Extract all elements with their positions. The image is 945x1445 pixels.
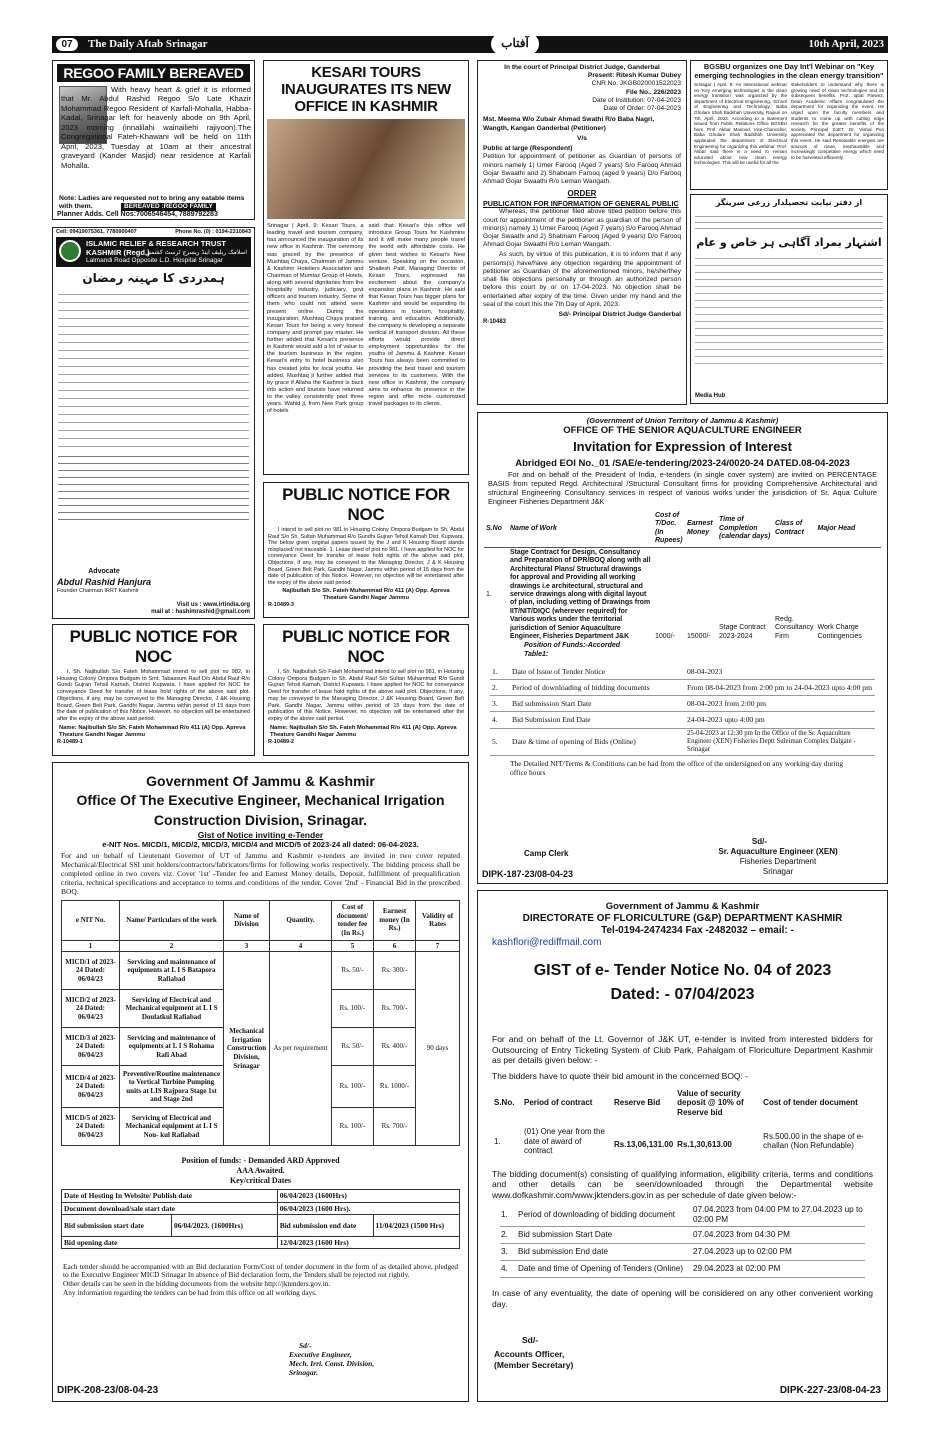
flori-sched-sno: 1.: [501, 1210, 508, 1220]
noc-notice-2: [52, 624, 255, 756]
newspaper-name: The Daily Aftab Srinagar: [88, 38, 208, 50]
noc-body-1: I intend to sell plot no 981 in Housing Colony Ompora Budgam to Sh. Abdul Rauf S/o Sh. Sultan Muhammad R/o Gundhi Gujran Tehsil Karnah Dist. Kupwara. The below given original papers issued by the J and K Housing Board stands misplaced/ not traceable. 1. Lease deed of plot no 981. I have applied for NOC for conveyance Deed for transfer of lease hold rights of the above said plot. Objections, if any, may be conveyed to the Managing Director, J & K Housing Board, Green Belt Park, Gandhi Nagar, Jammu within period of 15 days from the date of publication of this Notice. However, no objection will be entertained after the expiry of the above said period.: [268, 527, 464, 586]
flori-row-period: (01) One year from the date of award of contract: [524, 1126, 605, 1156]
noc-title-3: PUBLIC NOTICE FOR NOC: [282, 627, 450, 666]
eoi-date-label: Date & time of opening of Bids (Online): [512, 737, 636, 747]
mic-foot-3: Any information regarding the tenders can be had from this office on all working days.: [63, 1288, 317, 1298]
court-order-title: ORDER: [567, 189, 597, 199]
eoi-col-time: Time of Completion (calendar days): [719, 515, 771, 541]
eoi-date-sno: 5.: [492, 737, 498, 747]
court-body-1: Whereas, the petitioner filed above titled petition before this court for appointment of the petitioner as guardian of the person of minor(s) namely 1) Umer Farooq (Aged 7 years) S/o Farooq Ahmad Gojar Swaathi and 2) Shabnam Farooq (Aged 9 years) D/o Farooq Ahmad Gojar Swaathi R/o Leman Wangath.: [483, 208, 681, 249]
table-row: [484, 547, 881, 642]
mic-key-dates: Key/critical Dates: [229, 1175, 292, 1185]
trust-logo: [59, 240, 81, 262]
flori-quote: The bidders have to quote their bid amount in the concerned BOQ: -: [492, 1071, 749, 1082]
flori-col-security: Value of security deposit @ 10% of Reserve bid: [677, 1088, 744, 1118]
urdu-notice-office: از دفتر نیابت تحصیلدار زرعی سرینگر: [715, 198, 863, 207]
flori-sign-2: (Member Secretary): [494, 1359, 574, 1370]
eoi-date-label: Date of Issue of Tender Notice: [512, 666, 606, 676]
mic-row-nit: MICD/5 of 2023-24 Dated: 06/04/23: [62, 1108, 120, 1146]
bgsbu-column-1: Srinagar | April, 9: An international webinar on 'Key emerging technologies in the clean energy transition' was organized by the department of Electrical Engineering, School of Engineering and Technology, Baba Ghulam Shah Badshah University, Rajouri on 7th, April, 2023. According to a statement issued from Public Relations Office BGSBU here, Prof. Akbar Masood, Vice-Chancellor, Baba Ghulam Shah Badshah University applauded the department of Electrical Engineering for organizing this webinar. Prof. Akbar said there is a need to remain educated about new clean energy technologies. This will be useful for all the: [694, 82, 787, 166]
flori-sched-label: Bid submission Start Date: [518, 1230, 613, 1240]
eoi-date-sno: 1.: [492, 666, 498, 676]
flori-dated: Dated: - 07/04/2023: [610, 985, 755, 1003]
eoi-title: Invitation for Expression of Interest: [573, 438, 792, 454]
trust-email: mail at : hashimrashid@gmail.com: [151, 609, 250, 616]
mic-gov: Government Of Jammu & Kashmir: [146, 773, 375, 789]
court-heading: In the court of Principal District Judge, Ganderbal: [504, 64, 660, 71]
mic-date-label: Bid submission start date: [62, 1214, 172, 1236]
noc-title-2: PUBLIC NOTICE FOR NOC: [69, 627, 238, 666]
eoi-number: Abridged EOI No._01 /SAE/e-tendering/2023-24/0020-24 DATED.08-04-2023: [515, 457, 850, 469]
noc-sign-1: Najibullah S/o Sh. Fateh Muhammad R/o 411 (A) Opp. Apreva Theature Gandhi Nagar Jammu: [282, 588, 450, 602]
mic-row-nit: MICD/2 of 2023-24 Dated: 06/04/23: [62, 990, 120, 1028]
table-row: [62, 1202, 460, 1214]
mic-row-nit: MICD/4 of 2023-24 Dated: 06/04/23: [62, 1066, 120, 1108]
flori-sched-label: Period of downloading of bidding document: [518, 1210, 676, 1220]
noc-notice-1: [263, 482, 469, 618]
flori-sched-sno: 2.: [501, 1230, 508, 1240]
eoi-row-cost: 1000/-: [655, 632, 675, 640]
eoi-row-em: 15000/-: [687, 632, 711, 640]
eoi-date-value: 08-04-2023 from 2:00 pm: [687, 699, 767, 709]
table-row: [62, 1236, 460, 1248]
mic-row-cost: Rs. 50/-: [332, 1028, 374, 1066]
trust-address: Lalmandi Road Opposite L.D. Hospital Srinagar: [86, 256, 223, 264]
mic-sign-1: Executive Engineer,: [289, 1350, 352, 1360]
flori-gist: GIST of e- Tender Notice No. 04 of 2023: [533, 962, 832, 980]
table-row: [490, 664, 875, 680]
noc-sign-3: Name: Najibullah S/o Sh. Fateh Mohammad R/o 411 (A) Opp. Apreva Theature Gandhi Nagar Jammu: [270, 724, 457, 738]
eoi-ref: DIPK-187-23/08-04-23: [482, 869, 574, 880]
mic-row-em: Rs. 300/-: [374, 952, 416, 990]
noc-title-1: PUBLIC NOTICE FOR NOC: [282, 485, 450, 524]
table-row: [500, 1261, 865, 1278]
mic-date-value: 06/04/2023 (1600Hrs): [277, 1190, 459, 1202]
mic-sign-2: Mech. Irri. Const. Division,: [289, 1359, 375, 1369]
islamic-relief-ad: [52, 227, 255, 619]
eoi-note: The Detailed NIT/Terms & Conditions can be had from the office of the undersigned on any working day during office hours: [510, 759, 844, 778]
table-row: [62, 1190, 460, 1202]
table-row: [62, 1214, 460, 1236]
eoi-row-work: Stage Contract for Design, Consultancy and Preparation of DPR/BOQ along with all Architectural Plans/ Structural drawings for approval and Providing all working drawings i.e architectural, structural and service drawings along with digital layout of plan, including vetting of Drawings from IIT/NIT/DIQC (wherever required) for Various works under the territorial jurisdiction of Senior Aquaculture Engineer, Fisheries Department J&K: [510, 548, 651, 641]
court-present: Present: Ritesh Kumar Dubey: [587, 72, 681, 80]
trust-sign-name: Abdul Rashid Hanjura: [57, 576, 152, 587]
mic-row-work: Servicing of Electrical and Mechanical equipment at L I S Nou- kul Rafiabad: [120, 1108, 224, 1146]
mic-date-value: 12/04/2023 (1600 Hrs): [277, 1236, 459, 1248]
court-petition: Petition for appointment of petitioner as Guardian of persons of minors namely 1) Umer Farooq (Aged 7 years) S/o Farooq Ahmad Gojar Swaathi and 2) Shabnam Farooq (aged 9 years) D/o Farooq Ahmad Gojar Swaathi R/o Leman Wangath.: [483, 153, 681, 186]
mic-row-em: Rs. 700/-: [374, 1108, 416, 1146]
obituary-contact: Planner Adds. Cell Nos:7006546454, 7889792283: [57, 211, 218, 218]
court-date-institution: Date of Institution: 07-04-2023: [592, 96, 681, 104]
eoi-col-sno: S.No: [486, 524, 502, 532]
flori-docs: The bidding document(s) consisting of qualifying information, eligibility criteria, terms and conditions and other details can be seen/downloaded through the Departmental website www.dofkashmir.com/www.jktenders.gov.in as per schedule of date given below:-: [492, 1169, 873, 1200]
kesari-inauguration-photo: [267, 119, 465, 219]
flori-row-reserve: Rs.13,06,131.00: [614, 1139, 674, 1149]
eoi-sign-3: Srinagar: [762, 866, 794, 876]
eoi-date-sno: 3.: [492, 699, 498, 709]
court-body-2: As such, by virtue of this publication, it is to inform that if any persons(s) have/have any objection regarding the appointment of petitioner as Guardian of the aforementioned minors, he/she/they shall file objections personally or through an authorized person before this court by or on 17-04-2023. No objection shall be entertained after expiry of the time. Given under my hand and the seal of the court this the 7th Day of April, 2023.: [483, 251, 681, 308]
eoi-date-value: 24-04-2023 upto 4:00 pm: [687, 715, 765, 725]
bank-account-list: [58, 451, 249, 521]
masthead-bar: [52, 36, 888, 53]
eoi-date-value: 25-04-2023 at 12:30 pm In the Office of the Sr. Aquaculture Engineer (XEN) Fisheries Deptt Suleiman Complex Dalgate -Srinagar: [687, 729, 856, 754]
court-date-order: Date of Order: 07-04-2023: [603, 105, 681, 113]
eoi-col-em: Earnest Money: [687, 520, 713, 536]
table-row: [500, 1244, 865, 1261]
flori-schedule-table: [500, 1204, 865, 1278]
mic-colnum: 5: [332, 940, 374, 952]
noc-sign-2: Name: Najibullah S/o Sh. Fateh Mohammad R/o 411 (A) Opp. Apreva Theature Gandhi Nagar Jammu: [59, 724, 246, 738]
mic-row-work: Servicing of Electrical and Mechanical equipment at L I S Doulatkul Rafiabad: [120, 990, 224, 1028]
flori-bid-table: [492, 1088, 873, 1158]
noc-ref-1: R-10489-3: [268, 602, 294, 609]
flori-sched-value: 27.04.2023 up to 02:00 PM: [693, 1247, 792, 1257]
eoi-intro: For and on behalf of the President of India, e-tenders (in single cover system) are invited on PERCENTAGE BASIS from reputed Regd. Architectural /Structural Consultant firms for providing Comprehensive Architectural and structural Engineering Consultancy services in respect of various works under the jurisdiction of Sr. Aqua Culture Engineer Fisheries Department J&K: [488, 470, 877, 506]
flori-row-cost: Rs.500.00 in the shape of e-challan (Non Refundable): [763, 1131, 864, 1151]
mic-colnum: 4: [270, 940, 332, 952]
eoi-date-label: Bid Submission End Date: [512, 715, 591, 725]
eoi-date-label: Period of downloading of bidding documents: [512, 682, 650, 692]
trust-sign-role: Founder Chairman IRRT Kashmir: [57, 587, 139, 594]
noc-body-3: I, Sh. Najibullah S/o Fateh Mohammad intend to sell plot no 981, in Housing Colony Ompora Budgam to Sh. Abdul Rauf S/o Sultan Muhammad R/o Gundi Gujran Tehsil Karnah, District Kupwara. I have applied for NOC for conveyance Deed for transfer of lease hold rights of the above said plot. Objections, if any, may be conveyed to the Managing Director, J &K Housing Board, Green Belt Park, Gandhi Nagar, Jammu within period of 15 days from the date of publication of this Notice. However, no objection will be entertained after the expiry of the above said period.: [268, 669, 464, 722]
kesari-column-1: Srinagar | April, 9: Kesari Tours, a leading travel and tourism company, has announced the inauguration of its new office in Kashmir. The ceremony was graced by the presence of Mushtaq Chaya, Chairman of Jammu & Kashmir Hoteliers Association and Chairman of Mumtaz Group of Hotels, along with several dignitaries from the hospitality industry, judiciary, govt officers and tourism industry. Some of them who could not attend were present online. During the inauguration, Mushtaq Chaya praised Kesari Tours for being a very honest company and prompt pay master. He further added that Kesari's presence in Kashmir would add a lot of value to the tourism business in the region. Kesari's entry to hotel business also has created jobs for local youths. He added, Mushtaq ji further added that by grace if Allaha the Kashmir is back into action and tourists have returned to the valley consistently past three years. Wahid ji, from New Park group of hotels: [267, 223, 364, 415]
mechanical-irrigation-tender: [52, 762, 469, 1402]
flori-sched-value: 29.04.2023 at 02:00 PM: [693, 1264, 781, 1274]
aquaculture-eoi-notice: [477, 412, 888, 884]
obituary-ad: [52, 60, 255, 220]
urdu-government-notice: [690, 194, 888, 404]
court-petitioner: Mst. Meema W/o Zubair Ahmad Swathi R/o Baba Nagri, Wangth, Kangan Ganderbal (Petitioner): [483, 116, 655, 132]
mic-col-qty: Quantity.: [270, 900, 332, 940]
mic-row-em: Rs. 400/-: [374, 1028, 416, 1066]
obituary-tag: BEREAVED :REGOO FAMILY: [121, 203, 216, 211]
table-row: [490, 712, 875, 728]
table-row: [500, 1227, 865, 1244]
flori-eventuality: In case of any eventuality, the date of opening will be considered on any other convenient working day.: [492, 1288, 873, 1309]
mic-ref: DIPK-208-23/08-04-23: [57, 1384, 159, 1396]
eoi-table1: Table1:: [524, 651, 549, 659]
court-publication-title: PUBLICATION FOR INFORMATION OF GENERAL PUBLIC: [483, 199, 679, 209]
mic-col-validity: Validity of Rates: [416, 900, 460, 940]
eoi-camp-clerk: Camp Clerk: [524, 849, 569, 858]
flori-sched-label: Bid submission End date: [518, 1247, 609, 1257]
eoi-col-class: Class of Contract: [775, 520, 804, 536]
mic-row-cost: Rs. 100/-: [332, 990, 374, 1028]
mic-row-cost: Rs. 100/-: [332, 1066, 374, 1108]
trust-phone: Cell: 09419075361, 7780900407: [56, 229, 137, 235]
flori-col-cost: Cost of tender document: [763, 1098, 858, 1108]
mic-date-label: Bid opening date: [62, 1236, 278, 1248]
eoi-funds: Position of Funds:-Accorded: [524, 642, 621, 650]
noc-ref-2: R-10489-1: [57, 738, 83, 745]
mic-col-cost: Cost of document/ tender fee (In Rs.): [332, 900, 374, 940]
flori-directorate: DIRECTORATE OF FLORICULTURE (G&P) DEPARTMENT KASHMIR: [522, 912, 843, 924]
mic-sign-3: Srinagar.: [289, 1368, 318, 1378]
eoi-works-table: [484, 511, 881, 643]
urdu-notice-footer: Media Hub: [695, 392, 726, 399]
flori-email: kashflori@rediffmail.com: [492, 936, 602, 948]
obituary-note: Note: Ladies are requested not to bring any eatable items with them.: [59, 195, 245, 211]
obituary-text: With heavy heart & grief it is informed that Mr. Abdul Rashid Regoo S/o Late Khazir Mohammad Regoo Resident of Karfali-Mohalla, Habba-Kadal, Srinagar left for heavenly abode on 9th April, 2023 morning (innalilahi wainailiehi rajiyoon).The Congregational Fateh-Khawani will be held on 11th April, 2023, Tuesday at 10am at their ancestral graveyard (Kander Masjid) near residence at Karfali Mohalla.: [61, 85, 251, 170]
table-row: [490, 696, 875, 712]
eoi-col-work: Name of Work: [510, 524, 557, 532]
urdu-notice-body: [695, 252, 883, 370]
mic-date-value: 06/04/2023 (1600 Hrs).: [277, 1202, 459, 1214]
trust-appeal-title: ہمدردی کا مہینہ رمضان: [82, 270, 225, 285]
flori-col-period: Period of contract: [524, 1098, 593, 1108]
mic-dates-table: [61, 1189, 460, 1248]
table-row: [62, 952, 460, 990]
eoi-row-time: Stage Contract 2023-2024: [719, 624, 766, 640]
mic-intro: For and on behalf of Lieutenant Governor of UT of Jammu and Kashmir e-tenders are invited in two cover reputed Mechanical/Electrical SSI unit holders/contractors/fabricators/firms for following works respectively. The bidding process shall be completed online in two covers viz. Cover '1st' -Tender fee and Earnest Money details, Deposit, fulfillment of prequalification criteria, technical specifications and acceptance to terms and conditions of the tender. Cover '2nd' - Financial Bid in the prescribed BOQ.: [61, 850, 460, 896]
court-ref: R-10483: [483, 319, 507, 326]
eoi-row-sno: 1.: [486, 590, 492, 598]
trust-name-urdu: اسلامک ریلیف اینڈ ریسرچ ٹرسٹ کشمیر: [145, 248, 247, 256]
court-versus: V/s: [577, 134, 587, 142]
mic-foot-2: Other details can be seen in the bidding documents from the website http://jktenders.gov.in.: [63, 1279, 331, 1289]
mic-row-work: Preventive/Routine maintenance to Vertical Turbine Pumping units at LIS Rajpora Stage 1st and Stage 2nd: [120, 1066, 224, 1108]
bgsbu-column-2: stakeholders to understand why there is growing need of clean technologies and its subsequent benefits. Prof. Iqbal Parwez, Dean Academic Affairs congratulated the department for organizing the event. He urged upon the faculty members and students to come up with cutting edge research for the greater benefits of the society. Principal SoET, Dr. Vishal Puri appreciated the department for organizing this event. He said Renewable energies are sources of clean, inexhaustible and increasingly competitive energy which need to be harvested efficiently.: [791, 82, 884, 160]
noc-ref-3: R-10489-2: [268, 738, 294, 745]
court-respondent: Public at large (Respondent): [483, 145, 573, 153]
bgsbu-headline: BGSBU organizes one Day Int'l Webinar on "Key emerging technologies in the clean energy transition": [694, 62, 884, 80]
mic-row-cost: Rs. 100/-: [332, 1108, 374, 1146]
trust-name: ISLAMIC RELIEF & RESEARCH TRUST KASHMIR (Regd.): [86, 238, 227, 257]
mic-division: Mechanical Irrigation Construction Division, Srinagar: [224, 952, 270, 1146]
table-row: [500, 1204, 865, 1227]
table-row: [490, 679, 875, 695]
mic-colnum: 3: [224, 940, 270, 952]
trust-sign-title: Advocate: [88, 568, 120, 575]
flori-intro: For and on behalf of the Lt. Governor of J&K UT, e-tender is invited from interested bidders for Outsourcing of Entry Ticketing System of Club Park, Pahalgam of Floriculture Department Kashmir as per details given below: -: [492, 1034, 873, 1065]
flori-col-sno: S.No.: [494, 1098, 515, 1108]
flori-row-sno: 1.: [494, 1136, 501, 1146]
eoi-date-value: From 08-04-2023 from 2:00 pm to 24-04-2023 upto 4:00 pm: [687, 682, 872, 692]
mic-col-division: Name of Division: [224, 900, 270, 940]
eoi-gov: (Government of Union Territory of Jammu & Kashmir): [586, 416, 779, 425]
eoi-date-value: 08-04-2023: [687, 666, 723, 676]
flori-sched-value: 07.04.2023 from 04:00 PM to 27.04.2023 up to 02:00 PM: [693, 1205, 863, 1225]
floriculture-tender: [477, 890, 888, 1402]
mic-row-work: Servicing and maintenance of equipments at L I S Rohama Rafi Abad: [120, 1028, 224, 1066]
court-cnr: CNR No. JKGB020001522023: [591, 80, 681, 88]
eoi-row-head: Work Charge Contingencies: [817, 624, 862, 640]
issue-date: 10th April, 2023: [808, 38, 884, 50]
mic-works-table: [61, 900, 460, 1147]
mic-row-em: Rs. 1000/-: [374, 1066, 416, 1108]
mic-colnum: 6: [374, 940, 416, 952]
flori-contact: Tel-0194-2474234 Fax -2482032 – email: -: [601, 924, 794, 936]
mic-date-label: Document download/sale start date: [62, 1202, 278, 1214]
urdu-notice-preamble: [695, 211, 883, 233]
flori-gov: Government of Jammu & Kashmir: [605, 901, 760, 912]
flori-row-security: Rs.1,30,613.00: [677, 1139, 732, 1149]
mic-row-nit: MICD/3 of 2023-24 Dated: 06/04/23: [62, 1028, 120, 1066]
mic-date-label: Date of Hosting In Website/ Publish date: [62, 1190, 278, 1202]
table-row: [490, 728, 875, 756]
mic-aaa: AAA Awaited.: [236, 1165, 285, 1175]
mic-col-nit: e NIT No.: [62, 900, 120, 940]
mic-sd: Sd/-: [299, 1341, 312, 1350]
eoi-date-label: Bid submission Start Date: [512, 699, 592, 709]
flori-col-reserve: Reserve Bid: [614, 1098, 661, 1108]
mic-office: Office Of The Executive Engineer, Mechanical Irrigation Construction Division, Srinagar.: [76, 792, 445, 829]
eoi-sign-2: Fisheries Department: [739, 856, 817, 866]
kesari-news-article: [263, 60, 469, 475]
mic-date-label: Bid submission end date: [277, 1214, 373, 1236]
mic-row-cost: Rs. 50/-: [332, 952, 374, 990]
trust-website: Visit us : www.irtindia.org: [176, 602, 250, 608]
mic-colnum: 7: [416, 940, 460, 952]
eoi-date-sno: 2.: [492, 682, 498, 692]
kesari-headline: KESARI TOURS INAUGURATES ITS NEW OFFICE IN KASHMIR: [281, 64, 451, 115]
mic-gist: Gist of Notice inviting e-Tender: [197, 830, 324, 841]
newspaper-logo: آفتاب: [490, 36, 540, 53]
bgsbu-news-article: [690, 60, 888, 190]
mic-colnum: 2: [120, 940, 224, 952]
mic-nos: e-NIT Nos. MICD/1, MICD/2, MICD/3, MICD/4 and MICD/5 of 2023-24 all dated: 06-04-2023.: [102, 840, 419, 850]
flori-sign-1: Accounts Officer,: [494, 1349, 565, 1360]
eoi-col-cost: Cost of T/Doc. (In Rupees): [655, 511, 683, 545]
flori-sched-label: Date and time of Opening of Tenders (Online): [518, 1264, 684, 1274]
flori-sched-sno: 3.: [501, 1247, 508, 1257]
eoi-office: OFFICE OF THE SENIOR AQUACULTURE ENGINEER: [563, 425, 802, 437]
obituary-title: REGOO FAMILY BEREAVED: [57, 64, 250, 82]
flori-sched-sno: 4.: [501, 1264, 508, 1274]
table-row: [492, 1119, 873, 1157]
court-signature: Sd/- Principal District Judge Ganderbal: [558, 311, 681, 319]
urdu-appeal-text: [58, 288, 249, 448]
flori-ref: DIPK-227-23/08-04-23: [779, 1384, 881, 1396]
court-file: File No.. 226/2023: [626, 88, 681, 96]
trust-landline: Phone No. (0) : 0194-2310843: [175, 229, 251, 235]
eoi-col-head: Major Head: [817, 524, 856, 532]
mic-col-em: Earnest money (In Rs.): [374, 900, 416, 940]
eoi-row-class: Redg. Consultancy Firm: [775, 615, 814, 640]
mic-col-work: Name/ Particulars of the work: [120, 900, 224, 940]
mic-date-value: 11/04/2023 (1500 Hrs): [373, 1214, 459, 1236]
eoi-sign-1: Sr. Aquaculture Engineer (XEN): [718, 847, 838, 856]
mic-row-work: Servicing and maintenance of equipments at L I S Batapora Rafiabad: [120, 952, 224, 990]
eoi-dates-table: [490, 664, 875, 757]
flori-sched-value: 07.04.2023 from 04:30 PM: [693, 1230, 790, 1240]
mic-row-em: Rs. 700/-: [374, 990, 416, 1028]
mic-date-value: 06/04/2023. (1600Hrs): [172, 1214, 278, 1236]
eoi-sd: Sd/-: [751, 837, 767, 846]
page-number: 07: [56, 38, 78, 51]
noc-notice-3: [263, 624, 469, 756]
eoi-date-sno: 4.: [492, 715, 498, 725]
noc-body-2: I, Sh. Najibullah S/o Fateh Mohammad intend to sell plot no 982, in Housing Colony Ompora Budgam to Smt. Tabassum Rauf D/o Abdul Rauf R/o Gundi Gujran Tehsil Karnah, District Kupwara. I have applied for NOC for conveyance Deed for transfer of lease hold rights of the above said plot. Objections, if any, may be conveyed to the Managing Director, J &K Housing Board, Green Belt Park, Gandhi Nagar, Jammu within period of 15 days from the date of publication of this Notice. However, no objection will be entertained after the expiry of the above said period.: [57, 669, 250, 722]
mic-colnum: 1: [62, 940, 120, 952]
flori-sd: Sd/-: [522, 1335, 539, 1345]
court-notice: [477, 60, 687, 405]
mic-row-nit: MICD/1 of 2023-24 Dated: 06/04/23: [62, 952, 120, 990]
mic-funds: Position of funds: - Demanded ARD Approved: [181, 1156, 340, 1166]
kesari-column-2: said that Kesari's this office will introduce Group Tours for Kashmiris and it will make many people travel the world with affordable costs. He given best wishes to Kesari's New venture. Speaking on the occasion, Shailesh Patil, Managing Director of Kesari Tours, expressed his excitement about the company's expansion plans in Kashmir. He said that Kesari Tours has bigger plans for Kashmir and would be expanding its operations in tourism, hospitality, training, and education. Additionally, the company is developing a separate vertical of transport division. All these efforts would provide direct employment opportunities for the youths of Jammu & Kashmir. Kesari Tours has always been committed to providing the best travel and tourism services to its customers. With the new office in Kashmir, the company aims to enhance its presence in the region and offer more customized travel packages to its clients.: [368, 223, 465, 408]
urdu-notice-title: اشتہار بمراد آگاہی ہر خاص و عام: [696, 235, 882, 249]
mic-validity: 90 days: [416, 952, 460, 1146]
mic-foot-1: Each tender should be accompanied with an Bid declaration Form/Cost of tender document in the form of as detailed above, pledged to the Executive Engineer MICD Srinagar In absence of Bid declaration form, the Tenders shall be rejected out rightly.: [63, 1261, 458, 1280]
mic-quantity: As per requirement: [270, 952, 332, 1146]
